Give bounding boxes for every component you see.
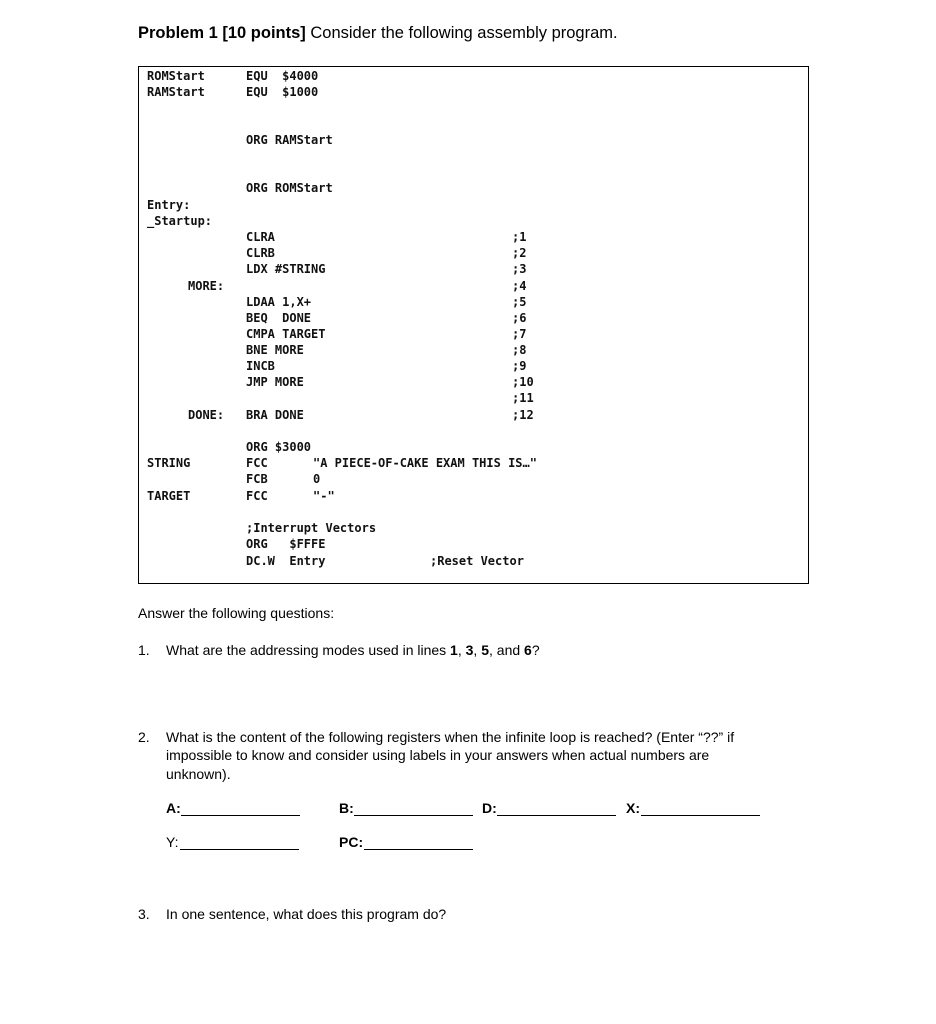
register-x-answer-line[interactable]: [641, 815, 760, 816]
register-b-answer-line[interactable]: [354, 815, 473, 816]
code-line-8: BNE MORE: [246, 343, 304, 357]
code-comment-4: ;4: [512, 279, 527, 293]
q1-line-1: 1: [450, 642, 458, 658]
code-comment-7: ;7: [512, 327, 527, 341]
code-comment-3: ;3: [512, 262, 527, 276]
code-comment-1: ;1: [512, 230, 527, 244]
question-2-number: 2.: [138, 729, 150, 745]
code-org-rom: ORG ROMStart: [246, 181, 333, 195]
code-more-label: MORE:: [188, 279, 225, 293]
problem-title-bold: Problem 1 [10 points]: [138, 24, 306, 42]
code-ramstart-label: RAMStart: [147, 85, 205, 99]
code-romstart-label: ROMStart: [147, 69, 205, 83]
code-comment-8: ;8: [512, 343, 527, 357]
code-line-7: CMPA TARGET: [246, 327, 326, 341]
code-line-1: CLRA: [246, 230, 275, 244]
problem-title-rest: Consider the following assembly program.: [305, 24, 618, 42]
problem-title: [138, 24, 618, 43]
code-comment-12: ;12: [512, 408, 534, 422]
register-a-answer-line[interactable]: [181, 815, 300, 816]
code-string-label: STRING: [147, 456, 191, 470]
question-2: [138, 728, 838, 788]
q1-line-5: 5: [481, 642, 489, 658]
question-2-line-1: What is the content of the following registers when the infinite loop is reached? (Enter “??” if: [166, 729, 735, 745]
code-reset-comment: ;Reset Vector: [430, 554, 524, 568]
code-listing: [138, 66, 809, 584]
code-entry-label: Entry:: [147, 198, 191, 212]
code-org-fffe: ORG $FFFE: [246, 537, 326, 551]
code-comment-5: ;5: [512, 295, 527, 309]
register-pc-answer-line[interactable]: [364, 849, 473, 850]
code-done-label: DONE:: [188, 408, 225, 422]
code-org-ram: ORG RAMStart: [246, 133, 333, 147]
code-dcw: DC.W Entry: [246, 554, 326, 568]
register-x-label: X:: [626, 800, 640, 816]
code-target-op: FCC: [246, 489, 268, 503]
q1-line-3: 3: [465, 642, 474, 658]
code-line-10: JMP MORE: [246, 375, 304, 389]
register-d-label: D:: [482, 800, 497, 816]
code-line-12: BRA DONE: [246, 408, 304, 422]
question-2-line-3: unknown).: [166, 766, 231, 782]
question-3: [138, 905, 838, 925]
intro-text: Answer the following questions:: [138, 605, 335, 621]
register-pc-label: PC:: [339, 834, 364, 850]
code-fcb-op: FCB: [246, 472, 268, 486]
code-org-3000: ORG $3000: [246, 440, 312, 454]
register-d-answer-line[interactable]: [497, 815, 616, 816]
code-ramstart-instr: EQU $1000: [246, 85, 319, 99]
code-comment-11: ;11: [512, 391, 534, 405]
q1-line-6: 6: [524, 642, 532, 658]
q1-post: ?: [531, 642, 540, 658]
register-y-label: Y:: [166, 834, 179, 850]
register-b-label: B:: [339, 800, 354, 816]
code-romstart-instr: EQU $4000: [246, 69, 319, 83]
code-fcb-value: 0: [313, 472, 321, 486]
code-interrupt-comment: ;Interrupt Vectors: [246, 521, 377, 535]
code-line-9: INCB: [246, 359, 275, 373]
code-string-value: "A PIECE-OF-CAKE EXAM THIS IS…": [313, 456, 537, 470]
question-1: [138, 641, 838, 661]
code-comment-10: ;10: [512, 375, 534, 389]
q1-sep-3: , and: [489, 642, 525, 658]
code-comment-6: ;6: [512, 311, 527, 325]
register-y-answer-line[interactable]: [180, 849, 299, 850]
q1-sep-1: ,: [457, 642, 466, 658]
question-2-line-2: impossible to know and consider using labels in your answers when actual numbers are: [166, 747, 710, 763]
question-3-text: In one sentence, what does this program do?: [166, 906, 447, 922]
question-3-number: 3.: [138, 906, 150, 922]
code-comment-9: ;9: [512, 359, 527, 373]
q1-sep-2: ,: [473, 642, 482, 658]
code-string-op: FCC: [246, 456, 268, 470]
code-target-label: TARGET: [147, 489, 191, 503]
q1-pre: What are the addressing modes used in lines: [166, 642, 451, 658]
code-line-6: BEQ DONE: [246, 311, 312, 325]
register-a-label: A:: [166, 800, 181, 816]
code-line-5: LDAA 1,X+: [246, 295, 312, 309]
code-line-3: LDX #STRING: [246, 262, 326, 276]
code-line-2: CLRB: [246, 246, 275, 260]
question-1-text: [166, 641, 540, 659]
question-1-number: 1.: [138, 642, 150, 658]
code-target-value: "-": [313, 489, 335, 503]
code-comment-2: ;2: [512, 246, 527, 260]
code-startup-label: _Startup:: [147, 214, 213, 228]
